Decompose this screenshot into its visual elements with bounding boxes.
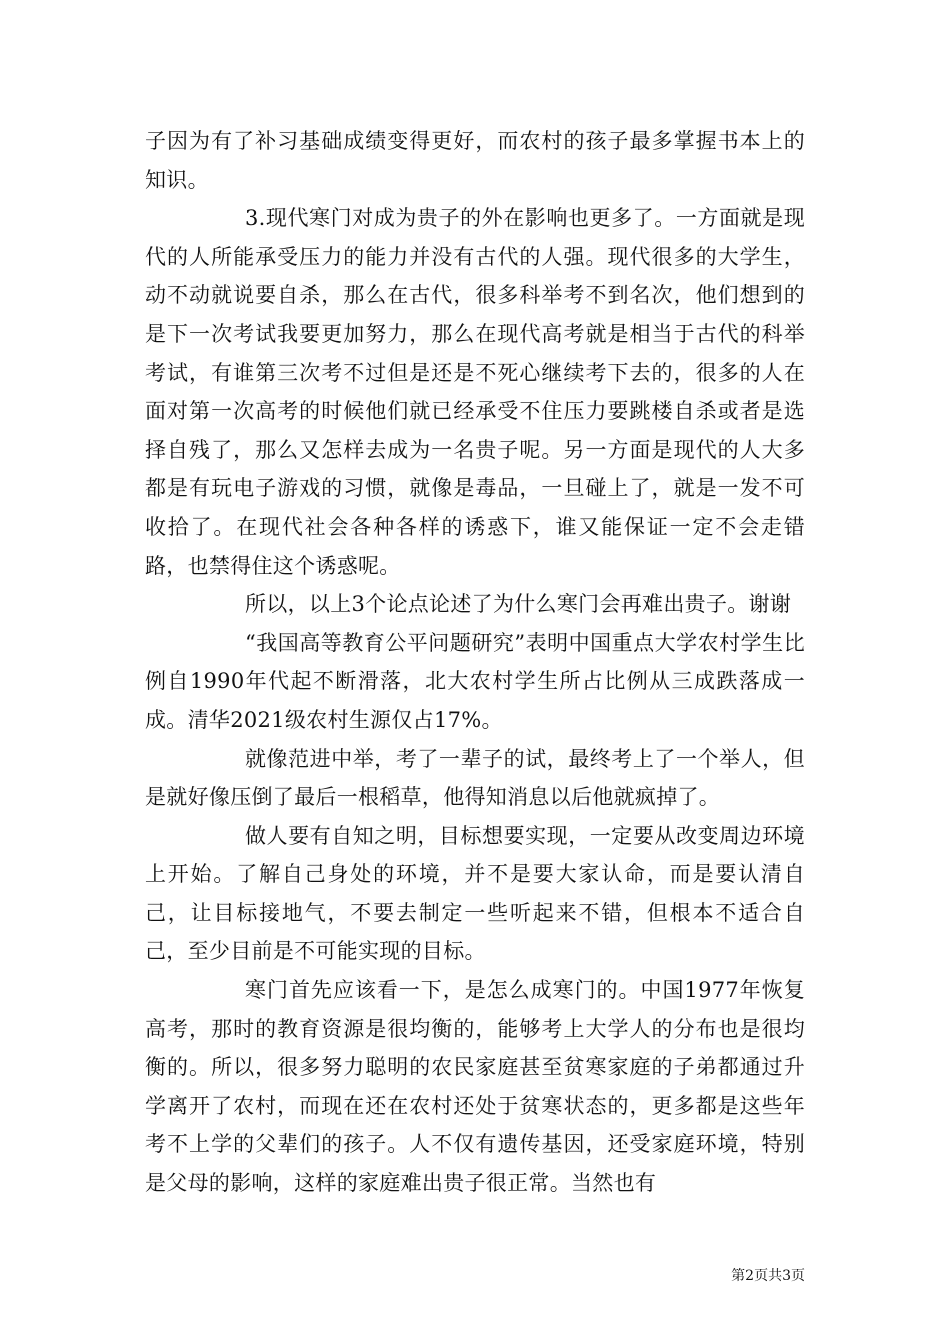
paragraph-6: 做人要有自知之明，目标想要实现，一定要从改变周边环境上开始。了解自己身处的环境，并不是要大家认命，而是要认清自己，让目标接地气，不要去制定一些听起来不错，但根本不适合自己，至少目前是不可能实现的目标。 [145, 823, 805, 964]
paragraph-1: 子因为有了补习基础成绩变得更好，而农村的孩子最多掌握书本上的知识。 [145, 129, 805, 192]
paragraph-7: 寒门首先应该看一下，是怎么成寒门的。中国1977年恢复高考，那时的教育资源是很均衡的，能够考上大学人的分布也是很均衡的。所以，很多努力聪明的农民家庭甚至贫寒家庭的子弟都通过升学离开了农村，而现在还在农村还处于贫寒状态的，更多都是这些年考不上学的父辈们的孩子。人不仅有遗传基因，还受家庭环境，特别是父母的影响，这样的家庭难出贵子很正常。当然也有 [145, 978, 805, 1196]
paragraph-2: 3.现代寒门对成为贵子的外在影响也更多了。一方面就是现代的人所能承受压力的能力并没有古代的人强。现代很多的大学生，动不动就说要自杀，那么在古代，很多科举考不到名次，他们想到的是下一次考试我要更加努力，那么在现代高考就是相当于古代的科举考试，有谁第三次考不过但是还是不死心继续考下去的，很多的人在面对第一次高考的时候他们就已经承受不住压力要跳楼自杀或者是选择自残了，那么又怎样去成为一名贵子呢。另一方面是现代的人大多都是有玩电子游戏的习惯，就像是毒品，一旦碰上了，就是一发不可收拾了。在现代社会各种各样的诱惑下，谁又能保证一定不会走错路，也禁得住这个诱惑呢。 [145, 206, 805, 578]
paragraph-5: 就像范进中举，考了一辈子的试，最终考上了一个举人，但是就好像压倒了最后一根稻草，他得知消息以后他就疯掉了。 [145, 746, 805, 810]
document-body [145, 122, 805, 1203]
paragraph-4: “我国高等教育公平问题研究”表明中国重点大学农村学生比例自1990年代起不断滑落，北大农村学生所占比例从三成跌落成一成。清华2021级农村生源仅占17%。 [145, 630, 805, 732]
paragraph-3: 所以，以上3个论点论述了为什么寒门会再难出贵子。谢谢 [245, 592, 792, 617]
page-number-footer: 第2页共3页 [731, 1268, 805, 1284]
